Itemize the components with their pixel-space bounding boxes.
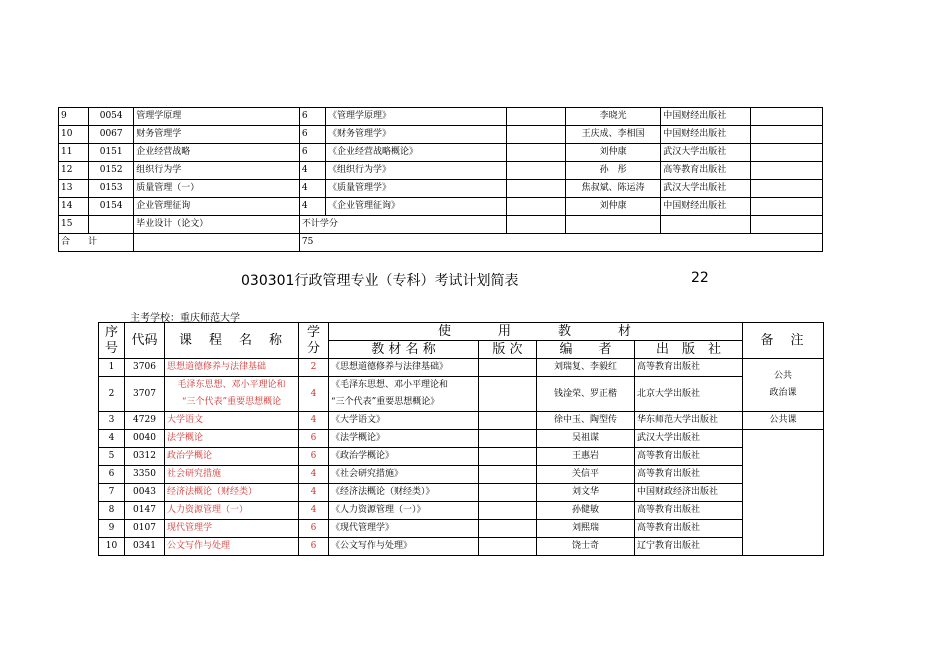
row-credit: 4 <box>299 180 325 198</box>
row-note <box>750 180 822 198</box>
row-code: 0040 <box>125 430 165 448</box>
row-code: 4729 <box>125 412 165 430</box>
row-code: 3707 <box>125 377 165 412</box>
row-book: 《社会研究措施》 <box>329 466 479 484</box>
table-row <box>99 412 824 430</box>
course-line: “三个代表”重要思想概论 <box>181 397 282 407</box>
table-row <box>99 538 824 556</box>
exam-school: 主考学校：重庆师范大学 <box>130 313 240 324</box>
row-credit: 4 <box>299 484 329 502</box>
row-edition <box>506 180 565 198</box>
row-edition <box>506 162 565 180</box>
header-book: 教 材 名 称 <box>329 341 479 359</box>
row-note <box>750 198 822 216</box>
row-book: 《财务管理学》 <box>326 126 507 144</box>
row-author: 孙健敏 <box>537 502 635 520</box>
row-book: 《管理学原理》 <box>326 108 507 126</box>
row-code: 0312 <box>125 448 165 466</box>
row-course: 企业经营战略 <box>134 144 300 162</box>
note-line: 公共 <box>774 371 793 381</box>
header-code: 代码 <box>125 323 165 359</box>
table-row <box>99 359 824 377</box>
row-edition <box>479 502 537 520</box>
note-line: 政治课 <box>769 388 797 398</box>
row-course: 社会研究措施 <box>165 466 299 484</box>
table-row <box>59 180 823 198</box>
row-code: 0054 <box>89 108 134 126</box>
row-book: 《企业管理征询》 <box>326 198 507 216</box>
row-seq: 8 <box>99 502 125 520</box>
row-course: 思想道德修养与法律基础 <box>165 359 299 377</box>
row-edition <box>479 359 537 377</box>
row-publisher: 高等教育出版社 <box>635 502 743 520</box>
table-row <box>99 502 824 520</box>
row-course: 现代管理学 <box>165 520 299 538</box>
row-publisher: 高等教育出版社 <box>635 448 743 466</box>
row-note <box>750 162 822 180</box>
row-seq: 10 <box>99 538 125 556</box>
book-line: “三个代表”重要思想概论》 <box>331 397 440 407</box>
header-publisher: 出 版 社 <box>635 341 743 359</box>
row-credit: 6 <box>299 448 329 466</box>
row-note <box>750 126 822 144</box>
table-row <box>99 484 824 502</box>
row-course: 法学概论 <box>165 430 299 448</box>
row-code: 3350 <box>125 466 165 484</box>
row-code: 0153 <box>89 180 134 198</box>
row-course: 人力资源管理（一） <box>165 502 299 520</box>
row-publisher: 中国财政经济出版社 <box>635 484 743 502</box>
row-course: 组织行为学 <box>134 162 300 180</box>
row-book: 《政治学概论》 <box>329 448 479 466</box>
row-credit: 6 <box>299 108 325 126</box>
table-row <box>99 377 824 412</box>
row-seq: 13 <box>59 180 89 198</box>
row-credit: 2 <box>299 359 329 377</box>
row-code: 0154 <box>89 198 134 216</box>
total-row <box>59 234 823 252</box>
row-course: 企业管理征询 <box>134 198 300 216</box>
row-publisher: 北京大学出版社 <box>635 377 743 412</box>
row-publisher: 辽宁教育出版社 <box>635 538 743 556</box>
total-credits: 75 <box>299 234 822 252</box>
row-credit: 4 <box>299 412 329 430</box>
row-code: 0147 <box>125 502 165 520</box>
row-author: 王惠岩 <box>537 448 635 466</box>
page-number: 22 <box>691 270 709 286</box>
row-author: 刘仲康 <box>565 144 660 162</box>
row-credit: 6 <box>299 538 329 556</box>
row-credit: 4 <box>299 377 329 412</box>
row-author: 饶士奇 <box>537 538 635 556</box>
row-credit: 6 <box>299 520 329 538</box>
row-course: 财务管理学 <box>134 126 300 144</box>
row-book: 《思想道德修养与法律基础》 <box>329 359 479 377</box>
header-seq: 序号 <box>99 323 125 359</box>
row-publisher: 武汉大学出版社 <box>661 180 750 198</box>
row-author: 刘仲康 <box>565 198 660 216</box>
row-book: 《人力资源管理（一）》 <box>329 502 479 520</box>
row-edition <box>479 377 537 412</box>
row-book: 《法学概论》 <box>329 430 479 448</box>
row-seq: 7 <box>99 484 125 502</box>
header-note: 备 注 <box>743 323 824 359</box>
row-code: 0152 <box>89 162 134 180</box>
row-author: 刘熙瑞 <box>537 520 635 538</box>
row-edition <box>506 126 565 144</box>
row-code: 0107 <box>125 520 165 538</box>
row-book: 《大学语文》 <box>329 412 479 430</box>
row-author: 孙 彤 <box>565 162 660 180</box>
row-publisher: 中国财经出版社 <box>661 198 750 216</box>
row-publisher: 高等教育出版社 <box>635 466 743 484</box>
row-author: 吴祖谋 <box>537 430 635 448</box>
row-credit: 6 <box>299 430 329 448</box>
row-book: 《组织行为学》 <box>326 162 507 180</box>
row-author: 焦叔斌、陈运涛 <box>565 180 660 198</box>
row-credit: 6 <box>299 126 325 144</box>
row-course: 大学语文 <box>165 412 299 430</box>
table-row <box>59 198 823 216</box>
row-course: 公文写作与处理 <box>165 538 299 556</box>
row-note <box>750 144 822 162</box>
row-book: 《公文写作与处理》 <box>329 538 479 556</box>
row-publisher: 华东师范大学出版社 <box>635 412 743 430</box>
note-public-course: 公共课 <box>743 412 824 430</box>
row-publisher: 高等教育出版社 <box>661 162 750 180</box>
row-edition <box>479 466 537 484</box>
table-row <box>59 108 823 126</box>
header-row-1 <box>99 323 824 341</box>
row-author: 刘瑞复、李毅红 <box>537 359 635 377</box>
row-edition <box>479 484 537 502</box>
header-course: 课 程 名 称 <box>165 323 299 359</box>
thesis-row: 15 毕业设计（论文） 不计学分 <box>59 216 823 234</box>
course-line: 毛泽东思想、邓小平理论和 <box>177 380 286 390</box>
row-course <box>165 377 299 412</box>
row-course: 管理学原理 <box>134 108 300 126</box>
row-code: 0067 <box>89 126 134 144</box>
row-edition <box>479 412 537 430</box>
top-course-table <box>58 107 823 252</box>
row-seq: 12 <box>59 162 89 180</box>
row-code: 0341 <box>125 538 165 556</box>
row-book: 《经济法概论（财经类）》 <box>329 484 479 502</box>
row-publisher: 武汉大学出版社 <box>635 430 743 448</box>
row-edition <box>506 108 565 126</box>
header-materials: 使 用 教 材 <box>329 323 743 341</box>
row-author: 徐中玉、陶型传 <box>537 412 635 430</box>
row-seq: 6 <box>99 466 125 484</box>
row-author: 刘文华 <box>537 484 635 502</box>
page-title: 030301行政管理专业（专科）考试计划简表 <box>241 273 519 289</box>
table-row <box>99 520 824 538</box>
header-author: 编 者 <box>537 341 635 359</box>
total-label: 合 计 <box>59 234 134 252</box>
row-credit: 6 <box>299 144 325 162</box>
row-book: 《现代管理学》 <box>329 520 479 538</box>
row-publisher: 武汉大学出版社 <box>661 144 750 162</box>
note-public-politics <box>743 359 824 412</box>
table-row <box>99 430 824 448</box>
row-seq: 3 <box>99 412 125 430</box>
row-author: 李晓光 <box>565 108 660 126</box>
row-book: 《企业经营战略概论》 <box>326 144 507 162</box>
row-credit: 4 <box>299 162 325 180</box>
row-edition <box>479 448 537 466</box>
row-seq: 2 <box>99 377 125 412</box>
row-author: 关信平 <box>537 466 635 484</box>
row-book <box>329 377 479 412</box>
table-row <box>99 466 824 484</box>
row-seq: 5 <box>99 448 125 466</box>
row-code: 3706 <box>125 359 165 377</box>
row-credit: 4 <box>299 502 329 520</box>
row-author: 王庆成、李相国 <box>565 126 660 144</box>
exam-plan-table <box>98 322 824 556</box>
row-author: 钱淦荣、罗正楷 <box>537 377 635 412</box>
book-line: 《毛泽东思想、邓小平理论和 <box>331 380 449 390</box>
row-edition <box>506 198 565 216</box>
table-row <box>59 144 823 162</box>
header-edition: 版 次 <box>479 341 537 359</box>
row-seq: 10 <box>59 126 89 144</box>
row-seq: 1 <box>99 359 125 377</box>
row-credit: 4 <box>299 466 329 484</box>
row-publisher: 中国财经出版社 <box>661 108 750 126</box>
table-row <box>59 162 823 180</box>
row-seq: 11 <box>59 144 89 162</box>
row-seq: 9 <box>59 108 89 126</box>
row-note <box>743 430 824 556</box>
row-course: 政治学概论 <box>165 448 299 466</box>
row-credit: 4 <box>299 198 325 216</box>
row-publisher: 高等教育出版社 <box>635 520 743 538</box>
row-seq: 14 <box>59 198 89 216</box>
row-publisher: 中国财经出版社 <box>661 126 750 144</box>
row-course: 经济法概论（财经类） <box>165 484 299 502</box>
table-row <box>59 126 823 144</box>
row-seq: 9 <box>99 520 125 538</box>
row-code: 0043 <box>125 484 165 502</box>
row-edition <box>479 520 537 538</box>
row-edition <box>479 430 537 448</box>
row-note <box>750 108 822 126</box>
header-credit: 学分 <box>299 323 329 359</box>
row-edition <box>479 538 537 556</box>
row-seq: 4 <box>99 430 125 448</box>
row-edition <box>506 144 565 162</box>
row-course: 质量管理（一） <box>134 180 300 198</box>
row-book: 《质量管理学》 <box>326 180 507 198</box>
row-code: 0151 <box>89 144 134 162</box>
row-publisher: 高等教育出版社 <box>635 359 743 377</box>
table-row <box>99 448 824 466</box>
